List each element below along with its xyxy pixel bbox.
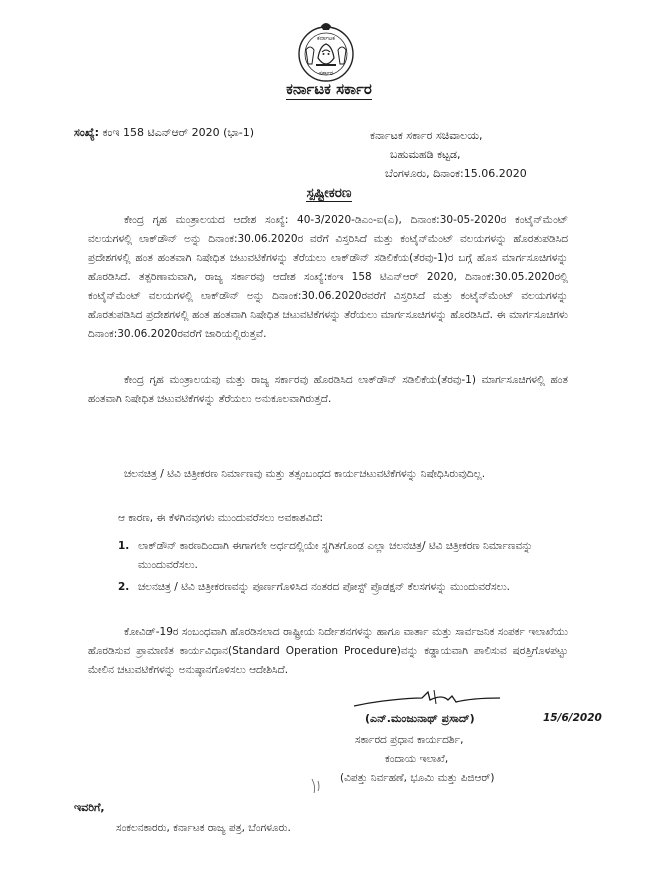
office-line-1: ಕರ್ನಾಟಕ ಸರ್ಕಾರ ಸಚಿವಾಲಯ, bbox=[370, 129, 483, 142]
list-item bbox=[118, 578, 563, 597]
signatory-designation bbox=[340, 731, 585, 788]
paragraph-3: ಚಲನಚಿತ್ರ / ಟಿವಿ ಚಿತ್ರೀಕರಣ ನಿರ್ಮಾಣವು ಮತ್ತು ತತ್ಸಂಬಂಧದ ಕಾರ್ಯಚಟುವಟಿಕೆಗಳನ್ನು ನಿಷೇಧಿಸಿರುವುದಿಲ್ಲ. bbox=[124, 468, 486, 480]
list-item-text: ಲಾಕ್‌ಡೌನ್ ಕಾರಣದಿಂದಾಗಿ ಈಗಾಗಲೇ ಅರ್ಧದಲ್ಲಿಯೇ ಸ್ಥಗಿತಗೊಂಡ ಎಲ್ಲಾ ಚಲನಚಿತ್ರ/ ಟಿವಿ ಚಿತ್ರೀಕರಣ ನಿರ್ಮಾಣವನ್ನು ಮುಂದುವರೆಸಲು. bbox=[138, 540, 533, 571]
signature-date: 15/6/2020 bbox=[543, 712, 602, 724]
paragraph-4: ಆ ಕಾರಣ, ಈ ಕೆಳಗಿನವುಗಳು ಮುಂದುವರೆಸಲು ಅವಕಾಶವಿದೆ: bbox=[118, 512, 324, 524]
emblem-bottom-text: ಸರ್ಕಾರ bbox=[318, 70, 334, 77]
recipient-line: ಸಂಕಲನಕಾರರು, ಕರ್ನಾಟಕ ರಾಜ್ಯ ಪತ್ರ, ಬೆಂಗಳೂರು. bbox=[116, 822, 291, 834]
list-item-text: ಚಲನಚಿತ್ರ / ಟಿವಿ ಚಿತ್ರೀಕರಣವನ್ನು ಪೂರ್ಣಗೊಳಿಸಿದ ನಂತರದ ಪೋಸ್ಟ್ ಪ್ರೊಡಕ್ಷನ್ ಕೆಲಸಗಳನ್ನು ಮುಂದುವರೆಸಲು. bbox=[138, 581, 511, 593]
designation-line-2: ಕಂದಾಯ ಇಲಾಖೆ, bbox=[385, 753, 449, 765]
list-item-number: 1. bbox=[118, 540, 130, 552]
pen-stroke-icon bbox=[310, 775, 330, 795]
paragraph-1: ಕೇಂದ್ರ ಗೃಹ ಮಂತ್ರಾಲಯದ ಆದೇಶ ಸಂಖ್ಯೆ: 40-3/2020-ಡಿಎಂ-ಐ(ಎ), ದಿನಾಂಕ:30-05-2020ರ ಕಂಟೈನ್‌ಮೆಂಟ್ ವಲಯಗಳಲ್ಲಿ ಲಾಕ್‌ಡೌನ್ ಅನ್ನು ದಿನಾಂಕ:30.06.2020ರ ವರೆಗೆ ವಿಸ್ತರಿಸಿದೆ ಮತ್ತು ಕಂಟೈನ್‌ಮೆಂಟ್ ವಲಯಗಳನ್ನು ಹೊರತುಪಡಿಸಿದ ಪ್ರದೇಶಗಳಲ್ಲಿ ಹಂತ ಹಂತವಾಗಿ ನಿಷೇಧಿತ ಚಟುವಟಿಕೆಗಳನ್ನು ತೆರೆಯಲು ಲಾಕ್‌ಡೌನ್ ಸಡಿಲಿಕೆಯ(ತೆರವು-1)ರ ಬಗ್ಗೆ ಹೊಸ ಮಾರ್ಗಸೂಚಿಗಳನ್ನು ಹೊರಡಿಸಿದೆ. ತತ್ಪರಿಣಾಮವಾಗಿ, ರಾಜ್ಯ ಸರ್ಕಾರವು ಆದೇಶ ಸಂಖ್ಯೆ:ಕಂಇ 158 ಟಿಎನ್‌ಆರ್ 2020, ದಿನಾಂಕ:30.05.2020ರಲ್ಲಿ ಕಂಟೈನ್‌ಮೆಂಟ್ ವಲಯಗಳಲ್ಲಿ ಲಾಕ್‌ಡೌನ್ ಅನ್ನು ದಿನಾಂಕ:30.06.2020ರವರೆಗೆ ವಿಸ್ತರಿಸಿದೆ ಮತ್ತು ಕಂಟೈನ್‌ಮೆಂಟ್ ವಲಯಗಳನ್ನು ಹೊರತುಪಡಿಸಿದ ಪ್ರದೇಶಗಳಲ್ಲಿ ಹಂತ ಹಂತವಾಗಿ ನಿಷೇಧಿತ ಚಟುವಟಿಕೆಗಳನ್ನು ತೆರೆಯಲು ಮಾರ್ಗಸೂಚಿಗಳನ್ನು ಹೊರಡಿಸಿದೆ. ಈ ಮಾರ್ಗಸೂಚಿಗಳು ದಿನಾಂಕ:30.06.2020ರವರೆಗೆ ಜಾರಿಯಲ್ಲಿರುತ್ತವೆ. bbox=[88, 214, 568, 340]
signatory-name: (ಎನ್.ಮಂಜುನಾಥ್ ಪ್ರಸಾದ್) bbox=[365, 712, 475, 725]
paragraph-5: ಕೋವಿಡ್-19ರ ಸಂಬಂಧವಾಗಿ ಹೊರಡಿಸಲಾದ ರಾಷ್ಟ್ರೀಯ ನಿರ್ದೇಶನಗಳನ್ನು ಹಾಗೂ ವಾರ್ತಾ ಮತ್ತು ಸಾರ್ವಜನಿಕ ಸಂಪರ್ಕ ಇಲಾಖೆಯು ಹೊರಡಿಸುವ ಪ್ರಾಮಾಣಿತ ಕಾರ್ಯವಿಧಾನ(Standard Operation Procedure)ವನ್ನು ಕಡ್ಡಾಯವಾಗಿ ಪಾಲಿಸುವ ಷರತ್ತಿಗೊಳಪಟ್ಟು ಮೇಲಿನ ಚಟುವಟಿಕೆಗಳನ್ನು ಅನುಷ್ಠಾನಗೊಳಿಸಲು ಆದೇಶಿಸಿದೆ. bbox=[88, 626, 568, 676]
signature-icon bbox=[352, 686, 502, 712]
list-item-number: 2. bbox=[118, 581, 130, 593]
designation-line-1: ಸರ್ಕಾರದ ಪ್ರಧಾನ ಕಾರ್ಯದರ್ಶಿ, bbox=[355, 734, 464, 746]
office-address bbox=[370, 126, 570, 183]
list-item bbox=[118, 537, 563, 575]
recipients-heading: ಇವರಿಗೆ, bbox=[74, 801, 105, 814]
emblem-top-text: ಕರ್ನಾಟಕ bbox=[317, 35, 335, 42]
office-line-2: ಬಹುಮಹಡಿ ಕಟ್ಟಡ, bbox=[390, 148, 461, 161]
office-date-line: ಬೆಂಗಳೂರು, ದಿನಾಂಕ:15.06.2020 bbox=[385, 167, 527, 180]
document-title: ಸ್ಪಷ್ಟೀಕರಣ bbox=[306, 185, 352, 201]
karnataka-emblem-icon bbox=[294, 20, 358, 84]
designation-line-3: (ವಿಪತ್ತು ನಿರ್ವಹಣೆ, ಭೂಮಿ ಮತ್ತು ಪಿಜಿಆರ್) bbox=[340, 772, 495, 784]
government-title: ಕರ್ನಾಟಕ ಸರ್ಕಾರ bbox=[286, 80, 372, 98]
reference-label: ಸಂಖ್ಯೆ: bbox=[74, 126, 100, 139]
reference-number bbox=[74, 126, 254, 140]
reference-value: ಕಂಇ 158 ಟಿಎನ್‌ಆರ್ 2020 (ಭಾ-1) bbox=[99, 126, 255, 139]
paragraph-2: ಕೇಂದ್ರ ಗೃಹ ಮಂತ್ರಾಲಯವು ಮತ್ತು ರಾಜ್ಯ ಸರ್ಕಾರವು ಹೊರಡಿಸಿದ ಲಾಕ್‌ಡೌನ್ ಸಡಿಲಿಕೆಯ(ತೆರವು-1) ಮಾರ್ಗಸೂಚಿಗಳಲ್ಲಿ ಹಂತ ಹಂತವಾಗಿ ನಿಷೇಧಿತ ಚಟುವಟಿಕೆಗಳನ್ನು ತೆರೆಯಲು ಅನುಕೂಲವಾಗಿರುತ್ತದೆ. bbox=[88, 374, 568, 405]
